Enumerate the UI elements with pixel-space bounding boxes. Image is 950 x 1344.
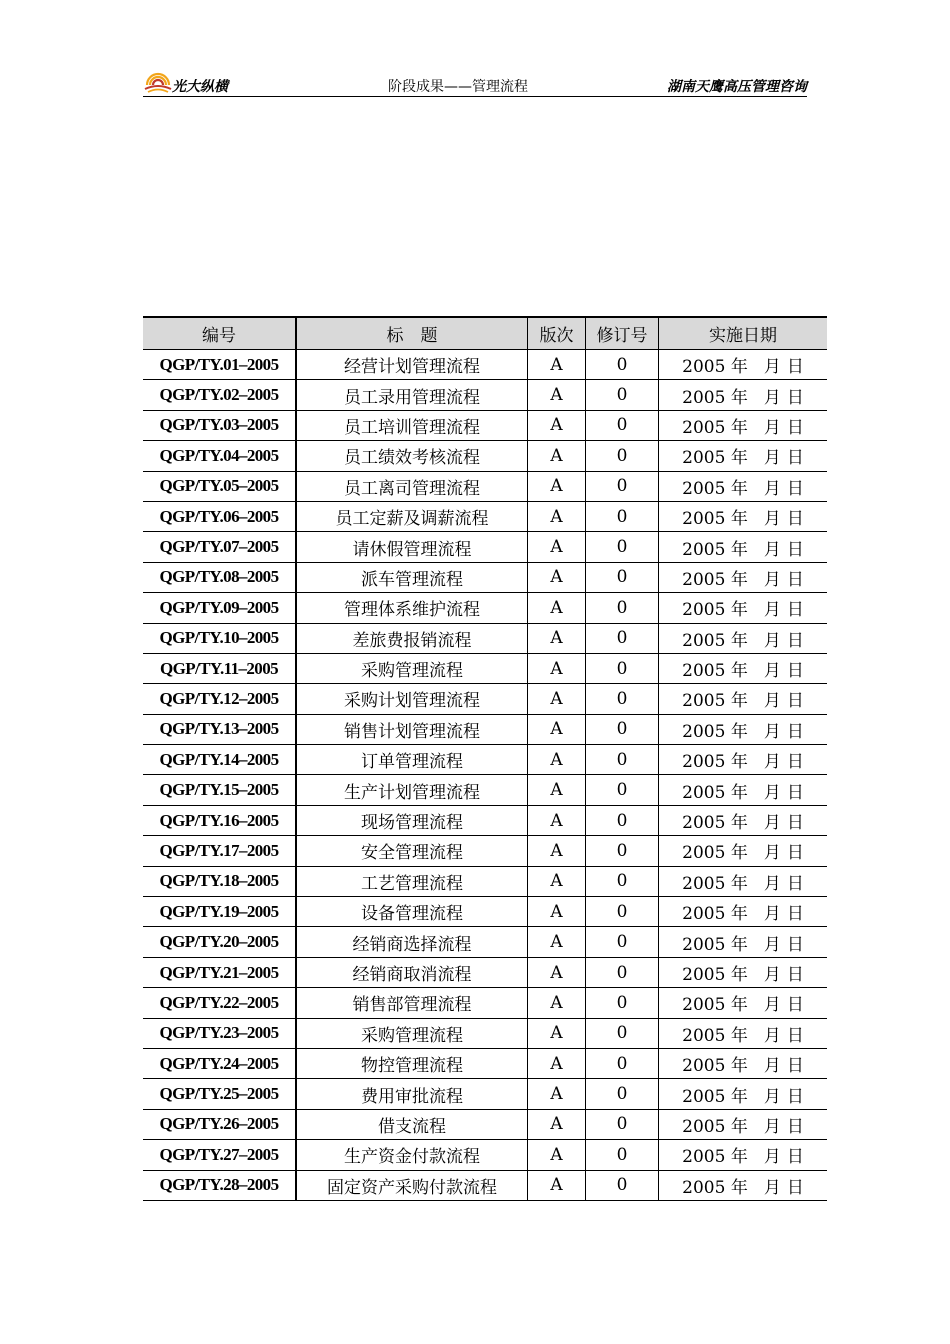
cell-version: A [528, 562, 586, 592]
column-header-code: 编号 [143, 317, 296, 350]
date-month: 月 [763, 995, 781, 1016]
cell-revision: 0 [586, 562, 659, 592]
date-day: 日 [786, 995, 804, 1016]
table-row [143, 1079, 827, 1109]
cell-title: 设备管理流程 [296, 897, 528, 927]
company-name: 湖南天鹰高压管理咨询 [667, 79, 807, 95]
date-month: 月 [763, 387, 781, 408]
cell-version: A [528, 441, 586, 471]
date-month: 月 [763, 600, 781, 621]
cell-code: QGP/TY.03–2005 [143, 410, 296, 440]
cell-code: QGP/TY.11–2005 [143, 653, 296, 683]
cell-date [659, 1109, 828, 1139]
cell-date [659, 805, 828, 835]
cell-version: A [528, 532, 586, 562]
cell-title: 采购计划管理流程 [296, 684, 528, 714]
date-day: 日 [786, 1056, 804, 1077]
date-month: 月 [763, 1177, 781, 1198]
date-month: 月 [763, 661, 781, 682]
cell-version: A [528, 684, 586, 714]
date-month: 月 [763, 813, 781, 834]
table-row [143, 1170, 827, 1200]
date-day: 日 [786, 752, 804, 773]
cell-code: QGP/TY.17–2005 [143, 836, 296, 866]
date-year: 2005 年 [682, 965, 748, 985]
date-month: 月 [763, 934, 781, 955]
date-day: 日 [786, 417, 804, 438]
table-row [143, 1048, 827, 1078]
date-month: 月 [763, 752, 781, 773]
cell-date [659, 897, 828, 927]
date-month: 月 [763, 417, 781, 438]
date-year: 2005 年 [682, 691, 748, 712]
date-year: 2005 年 [682, 1147, 748, 1168]
table-row [143, 471, 827, 501]
table-row [143, 653, 827, 683]
cell-revision: 0 [586, 927, 659, 957]
cell-revision: 0 [586, 1018, 659, 1048]
table-row [143, 350, 827, 380]
cell-revision: 0 [586, 350, 659, 380]
cell-code: QGP/TY.26–2005 [143, 1109, 296, 1139]
cell-version: A [528, 1170, 586, 1200]
cell-revision: 0 [586, 684, 659, 714]
date-year: 2005 年 [682, 1025, 748, 1046]
document-title: 阶段成果——管理流程 [388, 79, 528, 95]
cell-date [659, 653, 828, 683]
cell-version: A [528, 593, 586, 623]
logo-text: 光大纵横 [172, 79, 228, 95]
cell-version: A [528, 836, 586, 866]
cell-code: QGP/TY.14–2005 [143, 745, 296, 775]
cell-date [659, 562, 828, 592]
date-year: 2005 年 [682, 661, 748, 682]
cell-date [659, 441, 828, 471]
cell-revision: 0 [586, 775, 659, 805]
cell-title: 经销商取消流程 [296, 957, 528, 987]
cell-version: A [528, 623, 586, 653]
date-day: 日 [786, 843, 804, 864]
cell-version: A [528, 350, 586, 380]
cell-title: 固定资产采购付款流程 [296, 1170, 528, 1200]
cell-revision: 0 [586, 623, 659, 653]
cell-version: A [528, 957, 586, 987]
date-month: 月 [763, 904, 781, 925]
date-year: 2005 年 [682, 478, 748, 499]
date-day: 日 [786, 813, 804, 834]
cell-title: 生产计划管理流程 [296, 775, 528, 805]
cell-revision: 0 [586, 501, 659, 531]
cell-date [659, 532, 828, 562]
date-year: 2005 年 [682, 1177, 748, 1198]
cell-version: A [528, 1079, 586, 1109]
table-row [143, 1018, 827, 1048]
cell-code: QGP/TY.07–2005 [143, 532, 296, 562]
date-day: 日 [786, 448, 804, 469]
cell-title: 订单管理流程 [296, 745, 528, 775]
cell-revision: 0 [586, 593, 659, 623]
cell-version: A [528, 471, 586, 501]
cell-revision: 0 [586, 380, 659, 410]
cell-code: QGP/TY.25–2005 [143, 1079, 296, 1109]
cell-version: A [528, 988, 586, 1018]
date-year: 2005 年 [682, 1086, 748, 1107]
cell-code: QGP/TY.23–2005 [143, 1018, 296, 1048]
cell-date [659, 471, 828, 501]
cell-title: 物控管理流程 [296, 1048, 528, 1078]
cell-title: 员工离司管理流程 [296, 471, 528, 501]
date-month: 月 [763, 357, 781, 378]
date-day: 日 [786, 873, 804, 894]
date-day: 日 [786, 1147, 804, 1168]
cell-date [659, 775, 828, 805]
cell-version: A [528, 501, 586, 531]
date-month: 月 [763, 1116, 781, 1137]
date-day: 日 [786, 539, 804, 560]
cell-revision: 0 [586, 1079, 659, 1109]
date-year: 2005 年 [682, 934, 748, 955]
cell-code: QGP/TY.21–2005 [143, 957, 296, 987]
cell-code: QGP/TY.05–2005 [143, 471, 296, 501]
date-month: 月 [763, 782, 781, 803]
cell-date [659, 1018, 828, 1048]
cell-code: QGP/TY.06–2005 [143, 501, 296, 531]
cell-version: A [528, 380, 586, 410]
cell-date [659, 714, 828, 744]
date-day: 日 [786, 721, 804, 742]
cell-revision: 0 [586, 471, 659, 501]
cell-revision: 0 [586, 897, 659, 927]
date-day: 日 [786, 904, 804, 925]
cell-date [659, 684, 828, 714]
cell-version: A [528, 775, 586, 805]
date-day: 日 [786, 1025, 804, 1046]
date-year: 2005 年 [682, 843, 748, 864]
date-year: 2005 年 [682, 752, 748, 773]
cell-date [659, 593, 828, 623]
date-day: 日 [786, 630, 804, 651]
date-month: 月 [763, 509, 781, 530]
sun-logo-icon [143, 68, 173, 94]
table-row [143, 684, 827, 714]
cell-title: 员工定薪及调薪流程 [296, 501, 528, 531]
cell-date [659, 927, 828, 957]
date-day: 日 [786, 478, 804, 499]
date-month: 月 [763, 1025, 781, 1046]
cell-code: QGP/TY.04–2005 [143, 441, 296, 471]
cell-version: A [528, 745, 586, 775]
date-day: 日 [786, 569, 804, 590]
date-month: 月 [763, 569, 781, 590]
cell-title: 生产资金付款流程 [296, 1140, 528, 1170]
date-month: 月 [763, 721, 781, 742]
table-header-row [143, 317, 827, 350]
date-day: 日 [786, 934, 804, 955]
date-month: 月 [763, 965, 781, 985]
cell-code: QGP/TY.27–2005 [143, 1140, 296, 1170]
cell-revision: 0 [586, 1170, 659, 1200]
cell-code: QGP/TY.28–2005 [143, 1170, 296, 1200]
date-year: 2005 年 [682, 1056, 748, 1077]
cell-version: A [528, 897, 586, 927]
cell-title: 经营计划管理流程 [296, 350, 528, 380]
cell-date [659, 501, 828, 531]
date-day: 日 [786, 1116, 804, 1137]
date-day: 日 [786, 661, 804, 682]
cell-version: A [528, 927, 586, 957]
table-row [143, 410, 827, 440]
date-day: 日 [786, 387, 804, 408]
cell-version: A [528, 1109, 586, 1139]
cell-title: 工艺管理流程 [296, 866, 528, 896]
table-row [143, 927, 827, 957]
date-year: 2005 年 [682, 448, 748, 469]
table-row [143, 714, 827, 744]
cell-title: 借支流程 [296, 1109, 528, 1139]
cell-revision: 0 [586, 957, 659, 987]
cell-title: 现场管理流程 [296, 805, 528, 835]
cell-code: QGP/TY.19–2005 [143, 897, 296, 927]
cell-revision: 0 [586, 1109, 659, 1139]
date-year: 2005 年 [682, 509, 748, 530]
cell-date [659, 1079, 828, 1109]
cell-revision: 0 [586, 714, 659, 744]
cell-title: 经销商选择流程 [296, 927, 528, 957]
date-year: 2005 年 [682, 387, 748, 408]
cell-title: 差旅费报销流程 [296, 623, 528, 653]
cell-revision: 0 [586, 1140, 659, 1170]
column-header-date: 实施日期 [659, 317, 828, 350]
date-month: 月 [763, 1056, 781, 1077]
date-day: 日 [786, 691, 804, 712]
table-row [143, 562, 827, 592]
column-header-revision: 修订号 [586, 317, 659, 350]
cell-title: 费用审批流程 [296, 1079, 528, 1109]
cell-revision: 0 [586, 866, 659, 896]
cell-date [659, 410, 828, 440]
date-year: 2005 年 [682, 630, 748, 651]
cell-version: A [528, 805, 586, 835]
cell-code: QGP/TY.15–2005 [143, 775, 296, 805]
cell-title: 安全管理流程 [296, 836, 528, 866]
date-year: 2005 年 [682, 873, 748, 894]
date-year: 2005 年 [682, 995, 748, 1016]
date-year: 2005 年 [682, 721, 748, 742]
cell-title: 员工录用管理流程 [296, 380, 528, 410]
cell-version: A [528, 653, 586, 683]
date-day: 日 [786, 1086, 804, 1107]
table-row [143, 532, 827, 562]
cell-code: QGP/TY.10–2005 [143, 623, 296, 653]
cell-revision: 0 [586, 988, 659, 1018]
date-day: 日 [786, 600, 804, 621]
table-row [143, 593, 827, 623]
cell-title: 管理体系维护流程 [296, 593, 528, 623]
cell-revision: 0 [586, 745, 659, 775]
cell-version: A [528, 410, 586, 440]
cell-code: QGP/TY.18–2005 [143, 866, 296, 896]
cell-date [659, 380, 828, 410]
cell-date [659, 836, 828, 866]
date-month: 月 [763, 843, 781, 864]
date-month: 月 [763, 448, 781, 469]
cell-code: QGP/TY.22–2005 [143, 988, 296, 1018]
table-row [143, 775, 827, 805]
date-day: 日 [786, 782, 804, 803]
cell-version: A [528, 1140, 586, 1170]
table-row [143, 623, 827, 653]
table-row [143, 957, 827, 987]
cell-revision: 0 [586, 410, 659, 440]
date-year: 2005 年 [682, 782, 748, 803]
cell-version: A [528, 714, 586, 744]
cell-date [659, 745, 828, 775]
table-row [143, 836, 827, 866]
date-day: 日 [786, 1177, 804, 1198]
cell-date [659, 1048, 828, 1078]
table-row [143, 805, 827, 835]
table-row [143, 380, 827, 410]
column-header-title: 标 题 [296, 317, 528, 350]
cell-date [659, 1170, 828, 1200]
cell-title: 员工绩效考核流程 [296, 441, 528, 471]
page-header [143, 66, 807, 97]
cell-date [659, 988, 828, 1018]
date-month: 月 [763, 1086, 781, 1107]
date-year: 2005 年 [682, 539, 748, 560]
table-row [143, 1109, 827, 1139]
table-row [143, 988, 827, 1018]
table-row [143, 897, 827, 927]
cell-title: 员工培训管理流程 [296, 410, 528, 440]
cell-title: 销售计划管理流程 [296, 714, 528, 744]
date-year: 2005 年 [682, 904, 748, 925]
cell-code: QGP/TY.02–2005 [143, 380, 296, 410]
date-year: 2005 年 [682, 813, 748, 834]
table-row [143, 1140, 827, 1170]
cell-code: QGP/TY.09–2005 [143, 593, 296, 623]
table-row [143, 441, 827, 471]
date-month: 月 [763, 873, 781, 894]
cell-title: 销售部管理流程 [296, 988, 528, 1018]
cell-code: QGP/TY.08–2005 [143, 562, 296, 592]
cell-title: 派车管理流程 [296, 562, 528, 592]
table-row [143, 501, 827, 531]
cell-revision: 0 [586, 805, 659, 835]
column-header-version: 版次 [528, 317, 586, 350]
cell-code: QGP/TY.01–2005 [143, 350, 296, 380]
date-year: 2005 年 [682, 417, 748, 438]
cell-revision: 0 [586, 1048, 659, 1078]
cell-code: QGP/TY.20–2005 [143, 927, 296, 957]
process-list-table [143, 316, 827, 1201]
cell-code: QGP/TY.13–2005 [143, 714, 296, 744]
table-row [143, 866, 827, 896]
date-year: 2005 年 [682, 357, 748, 378]
date-year: 2005 年 [682, 569, 748, 590]
date-day: 日 [786, 965, 804, 985]
date-year: 2005 年 [682, 1116, 748, 1137]
cell-revision: 0 [586, 532, 659, 562]
cell-version: A [528, 1018, 586, 1048]
cell-date [659, 623, 828, 653]
cell-date [659, 957, 828, 987]
date-month: 月 [763, 691, 781, 712]
cell-date [659, 350, 828, 380]
cell-code: QGP/TY.16–2005 [143, 805, 296, 835]
cell-revision: 0 [586, 836, 659, 866]
cell-revision: 0 [586, 653, 659, 683]
cell-date [659, 866, 828, 896]
date-month: 月 [763, 539, 781, 560]
cell-title: 采购管理流程 [296, 653, 528, 683]
date-year: 2005 年 [682, 600, 748, 621]
date-day: 日 [786, 357, 804, 378]
cell-version: A [528, 1048, 586, 1078]
date-month: 月 [763, 1147, 781, 1168]
cell-code: QGP/TY.24–2005 [143, 1048, 296, 1078]
cell-revision: 0 [586, 441, 659, 471]
date-month: 月 [763, 478, 781, 499]
cell-version: A [528, 866, 586, 896]
cell-title: 采购管理流程 [296, 1018, 528, 1048]
cell-date [659, 1140, 828, 1170]
cell-code: QGP/TY.12–2005 [143, 684, 296, 714]
table-row [143, 745, 827, 775]
date-month: 月 [763, 630, 781, 651]
date-day: 日 [786, 509, 804, 530]
cell-title: 请休假管理流程 [296, 532, 528, 562]
